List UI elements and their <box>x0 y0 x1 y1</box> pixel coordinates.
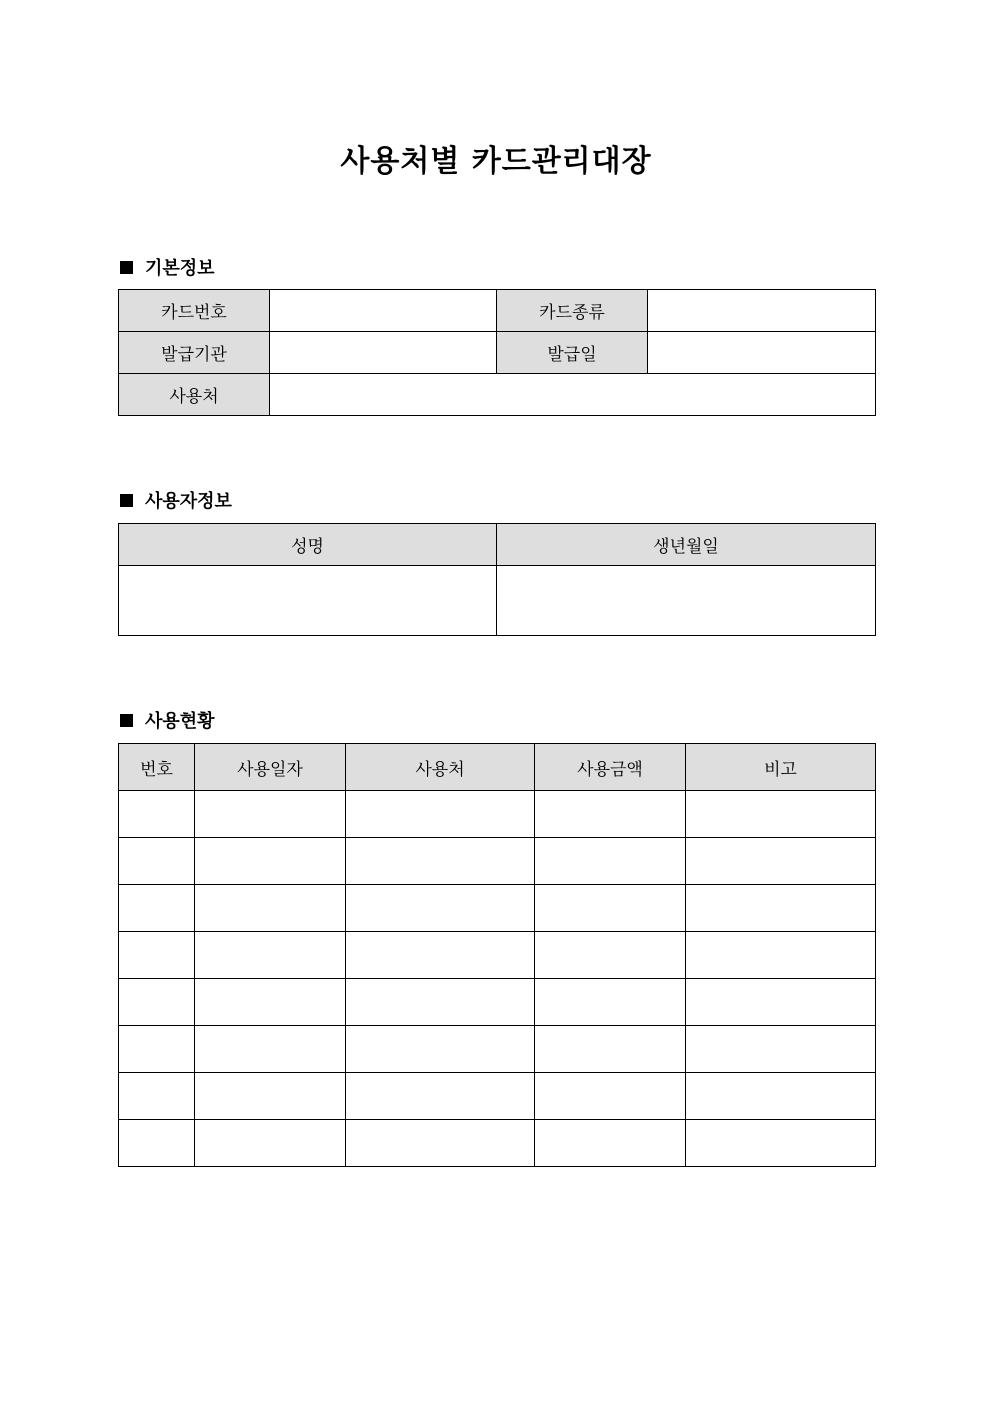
amount-cell[interactable] <box>535 791 686 838</box>
date-cell[interactable] <box>195 1026 346 1073</box>
usage-table-body <box>119 791 876 1167</box>
birthdate-field[interactable] <box>497 566 876 636</box>
merchant-field[interactable] <box>270 374 876 416</box>
user-info-table <box>118 523 876 636</box>
section-heading-basic-info <box>120 254 215 280</box>
section-heading-label: 기본정보 <box>145 258 215 279</box>
note-cell[interactable] <box>686 885 876 932</box>
table-row <box>119 332 876 374</box>
number-cell[interactable] <box>119 838 195 885</box>
note-cell[interactable] <box>686 932 876 979</box>
section-heading-usage <box>120 707 215 733</box>
date-cell[interactable] <box>195 838 346 885</box>
issue-date-field[interactable] <box>648 332 876 374</box>
table-row <box>119 374 876 416</box>
date-cell[interactable] <box>195 1120 346 1167</box>
number-cell[interactable] <box>119 1026 195 1073</box>
date-cell[interactable] <box>195 791 346 838</box>
merchant-cell[interactable] <box>346 1026 535 1073</box>
table-row <box>119 791 876 838</box>
square-bullet-icon <box>120 714 133 727</box>
basic-info-table <box>118 289 876 416</box>
amount-cell[interactable] <box>535 838 686 885</box>
column-header-amount: 사용금액 <box>535 744 686 791</box>
table-row <box>119 979 876 1026</box>
amount-cell[interactable] <box>535 932 686 979</box>
amount-cell[interactable] <box>535 1120 686 1167</box>
table-header-row <box>119 744 876 791</box>
square-bullet-icon <box>120 261 133 274</box>
column-header-number: 번호 <box>119 744 195 791</box>
column-header-note: 비고 <box>686 744 876 791</box>
amount-cell[interactable] <box>535 1026 686 1073</box>
section-heading-label: 사용현황 <box>145 711 215 732</box>
note-cell[interactable] <box>686 838 876 885</box>
table-row <box>119 885 876 932</box>
note-cell[interactable] <box>686 791 876 838</box>
date-cell[interactable] <box>195 1073 346 1120</box>
merchant-cell[interactable] <box>346 838 535 885</box>
merchant-cell[interactable] <box>346 1073 535 1120</box>
issuer-field[interactable] <box>270 332 497 374</box>
table-row <box>119 1026 876 1073</box>
note-cell[interactable] <box>686 1120 876 1167</box>
card-number-field[interactable] <box>270 290 497 332</box>
name-header: 성명 <box>119 524 497 566</box>
page-title: 사용처별 카드관리대장 <box>340 144 652 179</box>
merchant-cell[interactable] <box>346 979 535 1026</box>
merchant-cell[interactable] <box>346 885 535 932</box>
note-cell[interactable] <box>686 1026 876 1073</box>
merchant-cell[interactable] <box>346 1120 535 1167</box>
table-row <box>119 290 876 332</box>
merchant-cell[interactable] <box>346 932 535 979</box>
issue-date-label: 발급일 <box>497 332 648 374</box>
card-number-label: 카드번호 <box>119 290 270 332</box>
amount-cell[interactable] <box>535 1073 686 1120</box>
date-cell[interactable] <box>195 932 346 979</box>
number-cell[interactable] <box>119 1073 195 1120</box>
note-cell[interactable] <box>686 1073 876 1120</box>
square-bullet-icon <box>120 494 133 507</box>
birthdate-header: 생년월일 <box>497 524 876 566</box>
section-heading-user-info <box>120 487 232 513</box>
table-header-row <box>119 524 876 566</box>
amount-cell[interactable] <box>535 885 686 932</box>
number-cell[interactable] <box>119 791 195 838</box>
card-type-label: 카드종류 <box>497 290 648 332</box>
number-cell[interactable] <box>119 885 195 932</box>
number-cell[interactable] <box>119 932 195 979</box>
number-cell[interactable] <box>119 1120 195 1167</box>
table-row <box>119 932 876 979</box>
table-row <box>119 1120 876 1167</box>
issuer-label: 발급기관 <box>119 332 270 374</box>
section-heading-label: 사용자정보 <box>145 491 232 512</box>
date-cell[interactable] <box>195 979 346 1026</box>
merchant-cell[interactable] <box>346 791 535 838</box>
table-row <box>119 838 876 885</box>
name-field[interactable] <box>119 566 497 636</box>
column-header-merchant: 사용처 <box>346 744 535 791</box>
table-row <box>119 1073 876 1120</box>
date-cell[interactable] <box>195 885 346 932</box>
number-cell[interactable] <box>119 979 195 1026</box>
merchant-label: 사용처 <box>119 374 270 416</box>
card-type-field[interactable] <box>648 290 876 332</box>
table-row <box>119 566 876 636</box>
column-header-date: 사용일자 <box>195 744 346 791</box>
note-cell[interactable] <box>686 979 876 1026</box>
usage-table <box>118 743 876 1167</box>
amount-cell[interactable] <box>535 979 686 1026</box>
